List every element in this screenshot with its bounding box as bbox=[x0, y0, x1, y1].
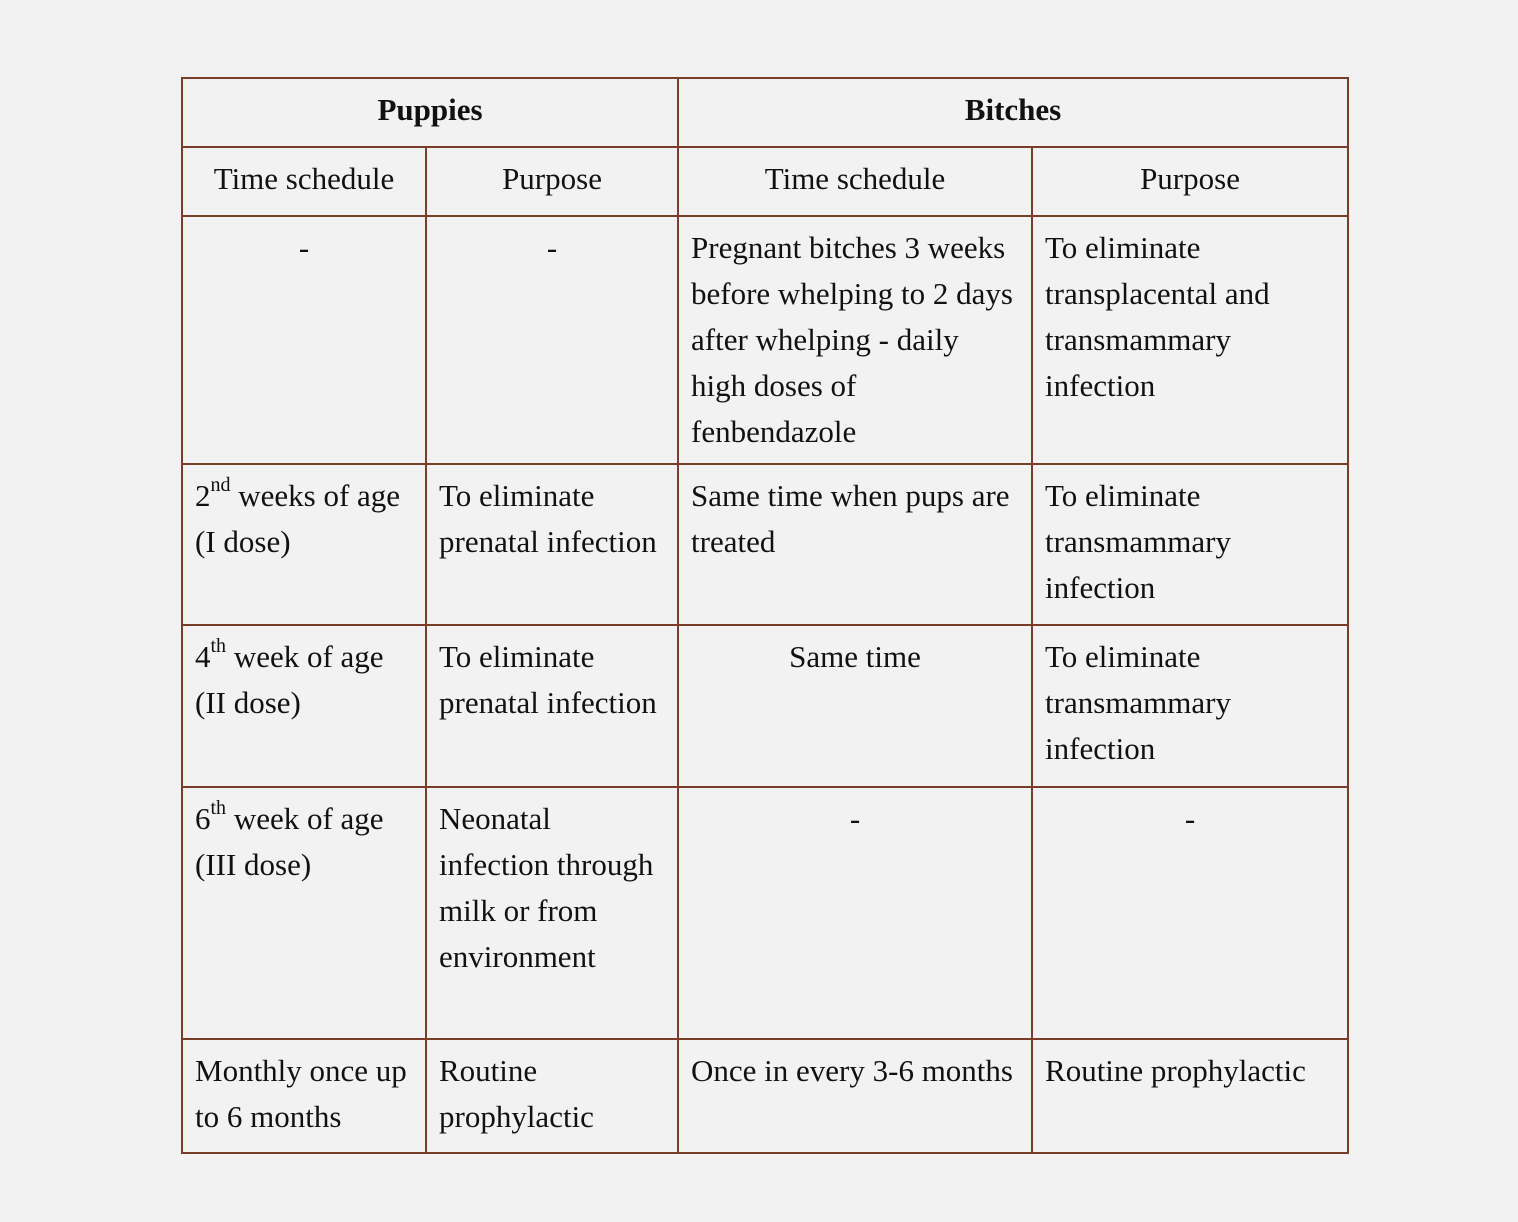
table-row bbox=[182, 1039, 1348, 1153]
ordinal-suffix: nd bbox=[210, 473, 231, 496]
bitches-time-cell: Same time bbox=[678, 625, 1032, 787]
time-text: weeks of age (I dose) bbox=[195, 478, 401, 559]
puppies-purpose-cell: To eliminate prenatal infection bbox=[426, 625, 678, 787]
puppies-time-cell bbox=[182, 625, 426, 787]
ordinal-number: 4 bbox=[195, 639, 211, 674]
puppies-purpose-cell: Routine prophylactic bbox=[426, 1039, 678, 1153]
puppies-time-schedule-header: Time schedule bbox=[182, 147, 426, 216]
bitches-group-header: Bitches bbox=[678, 78, 1348, 147]
table-row bbox=[182, 216, 1348, 464]
ordinal-suffix: th bbox=[210, 796, 227, 819]
bitches-time-cell: - bbox=[678, 787, 1032, 1039]
table-row bbox=[182, 787, 1348, 1039]
puppies-purpose-header: Purpose bbox=[426, 147, 678, 216]
time-text: week of age (II dose) bbox=[195, 639, 384, 720]
bitches-time-cell: Same time when pups are treated bbox=[678, 464, 1032, 625]
ordinal-suffix: th bbox=[210, 634, 227, 657]
bitches-purpose-header: Purpose bbox=[1032, 147, 1348, 216]
table-row bbox=[182, 464, 1348, 625]
puppies-time-cell: - bbox=[182, 216, 426, 464]
deworming-schedule-table bbox=[181, 77, 1349, 1154]
ordinal-number: 2 bbox=[195, 478, 211, 513]
bitches-time-schedule-header: Time schedule bbox=[678, 147, 1032, 216]
puppies-purpose-cell: Neonatal infection through milk or from environment bbox=[426, 787, 678, 1039]
bitches-time-cell: Once in every 3-6 months bbox=[678, 1039, 1032, 1153]
puppies-time-cell: Monthly once up to 6 months bbox=[182, 1039, 426, 1153]
puppies-purpose-cell: To eliminate prenatal infection bbox=[426, 464, 678, 625]
puppies-time-cell bbox=[182, 787, 426, 1039]
time-text: week of age (III dose) bbox=[195, 801, 384, 882]
bitches-purpose-cell: To eliminate transmammary infection bbox=[1032, 464, 1348, 625]
table-row bbox=[182, 625, 1348, 787]
column-header-row bbox=[182, 147, 1348, 216]
group-header-row bbox=[182, 78, 1348, 147]
puppies-group-header: Puppies bbox=[182, 78, 678, 147]
bitches-purpose-cell: Routine prophylactic bbox=[1032, 1039, 1348, 1153]
bitches-time-cell: Pregnant bitches 3 weeks before whelping to 2 days after whelping - daily high doses of fenbendazole bbox=[678, 216, 1032, 464]
bitches-purpose-cell: To eliminate transmammary infection bbox=[1032, 625, 1348, 787]
ordinal-number: 6 bbox=[195, 801, 211, 836]
puppies-time-cell bbox=[182, 464, 426, 625]
bitches-purpose-cell: - bbox=[1032, 787, 1348, 1039]
puppies-purpose-cell: - bbox=[426, 216, 678, 464]
bitches-purpose-cell: To eliminate transplacental and transmammary infection bbox=[1032, 216, 1348, 464]
